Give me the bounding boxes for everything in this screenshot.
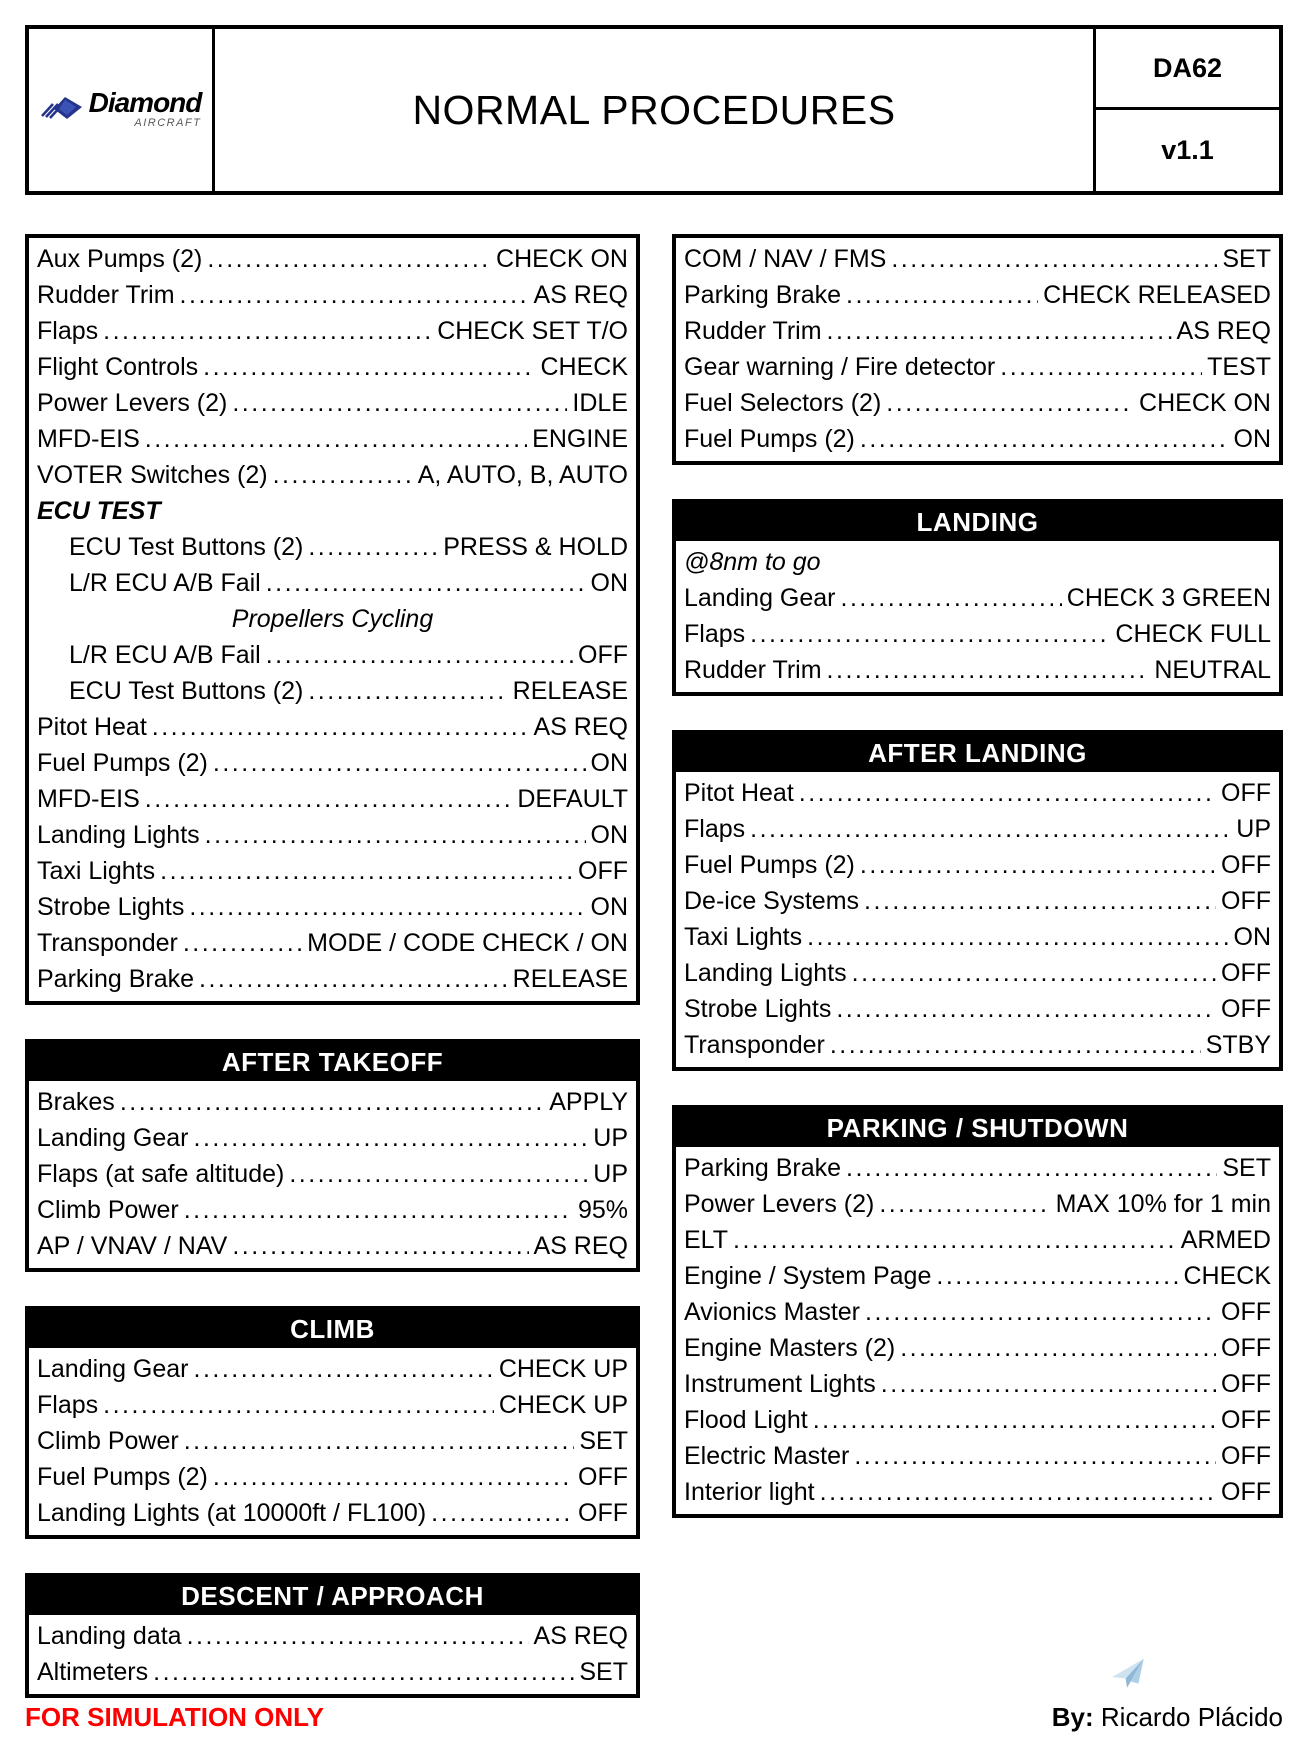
item-label: Aux Pumps (2) (37, 245, 203, 273)
dot-leader (841, 580, 1062, 616)
dot-leader (820, 1474, 1216, 1510)
item-value: AS REQ (533, 1232, 628, 1260)
section-body (29, 238, 636, 1001)
item-value: IDLE (572, 389, 628, 417)
item-value: 95% (577, 1196, 628, 1224)
dot-leader (232, 385, 567, 421)
item-value: MAX 10% for 1 min (1055, 1190, 1271, 1218)
item-label: Power Levers (2) (684, 1190, 875, 1218)
checklist-item (684, 580, 1271, 616)
checklist-item (37, 529, 628, 565)
checklist-item (37, 1120, 628, 1156)
checklist-item (37, 853, 628, 889)
dot-leader (891, 241, 1217, 277)
checklist-item (37, 673, 628, 709)
dot-leader (854, 1438, 1216, 1474)
item-label: ECU Test Buttons (2) (69, 533, 304, 561)
dot-leader (187, 1618, 529, 1654)
item-label: Parking Brake (37, 965, 195, 993)
item-value: MODE / CODE CHECK / ON (307, 929, 628, 957)
checklist-item (684, 1294, 1271, 1330)
author-name: Ricardo Plácido (1100, 1702, 1283, 1732)
model-version-cell (1093, 29, 1279, 191)
dot-leader (266, 565, 586, 601)
item-label: De-ice Systems (684, 887, 860, 915)
checklist-item (684, 775, 1271, 811)
section-body (676, 1147, 1279, 1514)
item-label: L/R ECU A/B Fail (69, 641, 261, 669)
item-value: OFF (1221, 959, 1271, 987)
author-credit (1052, 1702, 1283, 1733)
item-value: SET (1222, 245, 1271, 273)
dot-leader (189, 889, 585, 925)
item-label: Pitot Heat (684, 779, 794, 807)
item-value: CHECK SET T/O (437, 317, 628, 345)
item-value: UP (593, 1160, 628, 1188)
checklist-item (37, 1654, 628, 1690)
item-value: OFF (1221, 995, 1271, 1023)
dot-leader (184, 1192, 573, 1228)
checklist-item (684, 1330, 1271, 1366)
item-value: A, AUTO, B, AUTO (417, 461, 628, 489)
item-value: ON (1233, 425, 1271, 453)
checklist-item (684, 277, 1271, 313)
dot-leader (860, 847, 1216, 883)
dot-leader (860, 421, 1229, 457)
item-label: ECU Test Buttons (2) (69, 677, 304, 705)
item-label: Fuel Pumps (2) (37, 1463, 208, 1491)
item-value: AS REQ (1176, 317, 1271, 345)
center-note: Propellers Cycling (231, 605, 434, 633)
section-parking-shutdown (672, 1105, 1283, 1518)
checklist-item (684, 1222, 1271, 1258)
item-value: ON (1233, 923, 1271, 951)
by-label: By: (1051, 1702, 1094, 1732)
dot-leader (900, 1330, 1216, 1366)
dot-leader (308, 529, 438, 565)
checklist-item (684, 1474, 1271, 1510)
item-value: SET (579, 1658, 628, 1686)
checklist-item (684, 1438, 1271, 1474)
section-landing (672, 499, 1283, 696)
checklist-item (684, 991, 1271, 1027)
logo-brand: Diamond (88, 87, 202, 119)
item-value: OFF (1221, 851, 1271, 879)
checklist-item (684, 313, 1271, 349)
checklist-item (684, 1150, 1271, 1186)
section-after-landing (672, 730, 1283, 1071)
item-value: AS REQ (533, 281, 628, 309)
checklist-item (37, 745, 628, 781)
checklist-item (37, 1351, 628, 1387)
item-value: OFF (1221, 887, 1271, 915)
logo-cell (29, 29, 215, 191)
page-title: NORMAL PROCEDURES (412, 86, 896, 133)
checklist-item (37, 817, 628, 853)
checklist-item (37, 781, 628, 817)
dot-leader (273, 457, 413, 493)
dot-leader (936, 1258, 1178, 1294)
item-value: ENGINE (532, 425, 628, 453)
checklist-item (684, 1258, 1271, 1294)
checklist-item (37, 565, 628, 601)
item-label: Flaps (at safe altitude) (37, 1160, 285, 1188)
dot-leader (266, 637, 573, 673)
checklist-item (37, 313, 628, 349)
item-value: OFF (578, 857, 628, 885)
dot-leader (145, 421, 527, 457)
checklist-item (37, 349, 628, 385)
section-descent-approach (25, 1573, 640, 1698)
section-climb (25, 1306, 640, 1539)
checklist-item (37, 1459, 628, 1495)
item-label: Strobe Lights (684, 995, 832, 1023)
item-label: AP / VNAV / NAV (37, 1232, 228, 1260)
item-label: Engine Masters (2) (684, 1334, 896, 1362)
item-label: L/R ECU A/B Fail (69, 569, 261, 597)
note: @8nm to go (684, 548, 821, 576)
item-label: Parking Brake (684, 281, 842, 309)
checklist-item (37, 421, 628, 457)
section-body (29, 1081, 636, 1268)
checklist-item (684, 616, 1271, 652)
checklist-item (684, 1402, 1271, 1438)
dot-leader (864, 883, 1216, 919)
item-value: OFF (1221, 779, 1271, 807)
checklist-item (37, 1228, 628, 1264)
section-header: PARKING / SHUTDOWN (676, 1109, 1279, 1147)
item-label: Landing Gear (37, 1124, 189, 1152)
section-after-takeoff (25, 1039, 640, 1272)
checklist-item (37, 277, 628, 313)
item-label: Brakes (37, 1088, 115, 1116)
checklist-item (37, 1618, 628, 1654)
checklist-item (37, 1156, 628, 1192)
item-label: Climb Power (37, 1427, 179, 1455)
item-label: Fuel Pumps (2) (684, 851, 855, 879)
checklist-item (684, 421, 1271, 457)
item-label: MFD-EIS (37, 425, 140, 453)
item-value: ON (590, 893, 628, 921)
section-untitled (672, 234, 1283, 465)
checklist-item (37, 1192, 628, 1228)
item-value: CHECK 3 GREEN (1066, 584, 1271, 612)
item-value: ON (590, 749, 628, 777)
item-value: CHECK UP (498, 1355, 628, 1383)
dot-leader (846, 1150, 1217, 1186)
item-label: Landing data (37, 1622, 182, 1650)
item-label: Transponder (684, 1031, 825, 1059)
item-label: Fuel Pumps (2) (37, 749, 208, 777)
item-label: MFD-EIS (37, 785, 140, 813)
checklist-item (684, 1186, 1271, 1222)
item-value: PRESS & HOLD (443, 533, 628, 561)
item-value: AS REQ (533, 713, 628, 741)
item-label: Landing Lights (37, 821, 200, 849)
item-label: Avionics Master (684, 1298, 860, 1326)
item-value: CHECK (1183, 1262, 1271, 1290)
aircraft-model: DA62 (1096, 29, 1279, 110)
dot-leader (183, 925, 302, 961)
dot-leader (830, 1027, 1201, 1063)
title-cell (215, 29, 1093, 191)
item-value: STBY (1205, 1031, 1271, 1059)
item-label: Taxi Lights (684, 923, 803, 951)
item-label: Flaps (684, 620, 746, 648)
item-value: UP (593, 1124, 628, 1152)
item-value: CHECK (540, 353, 628, 381)
item-label: Rudder Trim (684, 317, 822, 345)
right-column (672, 234, 1283, 1552)
item-label: COM / NAV / FMS (684, 245, 887, 273)
item-label: Flaps (684, 815, 746, 843)
checklist-item (37, 457, 628, 493)
item-value: ON (590, 821, 628, 849)
dot-leader (807, 919, 1228, 955)
item-label: Fuel Selectors (2) (684, 389, 882, 417)
item-value: OFF (1221, 1334, 1271, 1362)
item-value: RELEASE (512, 677, 628, 705)
left-column (25, 234, 640, 1732)
section-body (676, 541, 1279, 692)
item-label: Rudder Trim (37, 281, 175, 309)
document-version: v1.1 (1161, 135, 1214, 165)
dot-leader (799, 775, 1216, 811)
section-header: DESCENT / APPROACH (29, 1577, 636, 1615)
dot-leader (184, 1423, 575, 1459)
checklist-item (37, 889, 628, 925)
checklist-item (37, 241, 628, 277)
item-label: Fuel Pumps (2) (684, 425, 855, 453)
item-value: SET (579, 1427, 628, 1455)
dot-leader (205, 817, 586, 853)
checklist-item (684, 955, 1271, 991)
checklist-item (684, 385, 1271, 421)
section-header: CLIMB (29, 1310, 636, 1348)
checklist-item (37, 961, 628, 997)
dot-leader (827, 652, 1150, 688)
item-label: Flaps (37, 1391, 99, 1419)
simulation-only-note: FOR SIMULATION ONLY (25, 1702, 324, 1732)
item-value: OFF (1221, 1478, 1271, 1506)
dot-leader (120, 1084, 544, 1120)
item-label: ELT (684, 1226, 728, 1254)
checklist-item (684, 919, 1271, 955)
checklist-item (684, 349, 1271, 385)
dot-leader (180, 277, 529, 313)
item-value: OFF (1221, 1442, 1271, 1470)
dot-leader (232, 1228, 528, 1264)
checklist-item (684, 652, 1271, 688)
item-label: Interior light (684, 1478, 815, 1506)
dot-leader (431, 1495, 573, 1531)
dot-leader (879, 1186, 1050, 1222)
item-label: Landing Lights (684, 959, 847, 987)
item-value: NEUTRAL (1154, 656, 1271, 684)
dot-leader (886, 385, 1134, 421)
dot-leader (213, 1459, 573, 1495)
item-value: CHECK RELEASED (1043, 281, 1271, 309)
section-header: AFTER TAKEOFF (29, 1043, 636, 1081)
item-value: CHECK ON (1139, 389, 1271, 417)
item-value: ARMED (1180, 1226, 1271, 1254)
item-label: Parking Brake (684, 1154, 842, 1182)
item-value: CHECK FULL (1115, 620, 1271, 648)
checklist-item (37, 1495, 628, 1531)
item-label: VOTER Switches (2) (37, 461, 268, 489)
item-label: Pitot Heat (37, 713, 147, 741)
checklist-item (684, 1027, 1271, 1063)
dot-leader (750, 811, 1231, 847)
dot-leader (103, 313, 432, 349)
dot-leader (160, 853, 573, 889)
checklist-item (37, 1423, 628, 1459)
item-value: OFF (1221, 1298, 1271, 1326)
dot-leader (852, 955, 1216, 991)
paper-plane-icon (1103, 1653, 1158, 1705)
item-label: Climb Power (37, 1196, 179, 1224)
item-label: Flood Light (684, 1406, 808, 1434)
dot-leader (103, 1387, 494, 1423)
checklist-item (37, 709, 628, 745)
item-value: ON (590, 569, 628, 597)
checklist-item (684, 1366, 1271, 1402)
checklist-item (37, 637, 628, 673)
item-value: CHECK ON (496, 245, 628, 273)
item-label: Flaps (37, 317, 99, 345)
item-label: Altimeters (37, 1658, 149, 1686)
dot-leader (733, 1222, 1176, 1258)
section-header: AFTER LANDING (676, 734, 1279, 772)
subsection-heading: ECU TEST (37, 497, 161, 525)
checklist-item (684, 847, 1271, 883)
item-label: Landing Gear (684, 584, 836, 612)
item-value: OFF (1221, 1406, 1271, 1434)
logo-subtitle: AIRCRAFT (134, 117, 202, 130)
item-label: Landing Gear (37, 1355, 189, 1383)
dot-leader (813, 1402, 1216, 1438)
section-body (676, 238, 1279, 461)
item-value: DEFAULT (517, 785, 628, 813)
checklist-item (37, 1387, 628, 1423)
checklist-item (684, 883, 1271, 919)
item-label: Power Levers (2) (37, 389, 228, 417)
item-value: OFF (1221, 1370, 1271, 1398)
section-untitled (25, 234, 640, 1005)
dot-leader (865, 1294, 1216, 1330)
checklist-item (37, 925, 628, 961)
section-body (29, 1348, 636, 1535)
diamond-logo-icon (40, 93, 86, 128)
section-header: LANDING (676, 503, 1279, 541)
checklist-item (684, 241, 1271, 277)
dot-leader (750, 616, 1110, 652)
dot-leader (153, 1654, 574, 1690)
dot-leader (194, 1351, 494, 1387)
dot-leader (289, 1156, 588, 1192)
item-label: Rudder Trim (684, 656, 822, 684)
item-label: Strobe Lights (37, 893, 185, 921)
item-value: SET (1222, 1154, 1271, 1182)
dot-leader (881, 1366, 1216, 1402)
item-value: OFF (578, 1499, 628, 1527)
item-value: TEST (1207, 353, 1271, 381)
dot-leader (846, 277, 1038, 313)
dot-leader (207, 241, 491, 277)
item-label: Electric Master (684, 1442, 850, 1470)
dot-leader (199, 961, 508, 997)
dot-leader (1000, 349, 1202, 385)
item-label: Transponder (37, 929, 178, 957)
item-value: APPLY (549, 1088, 628, 1116)
item-label: Landing Lights (at 10000ft / FL100) (37, 1499, 427, 1527)
item-value: OFF (578, 641, 628, 669)
dot-leader (836, 991, 1216, 1027)
document-header (25, 25, 1283, 195)
section-body (676, 772, 1279, 1067)
section-body (29, 1615, 636, 1694)
item-value: RELEASE (512, 965, 628, 993)
checklist-item (37, 385, 628, 421)
dot-leader (213, 745, 586, 781)
dot-leader (203, 349, 535, 385)
item-value: AS REQ (533, 1622, 628, 1650)
item-value: OFF (578, 1463, 628, 1491)
dot-leader (145, 781, 513, 817)
item-label: Engine / System Page (684, 1262, 932, 1290)
item-value: CHECK UP (498, 1391, 628, 1419)
dot-leader (308, 673, 507, 709)
checklist-item (684, 811, 1271, 847)
item-label: Gear warning / Fire detector (684, 353, 996, 381)
diamond-aircraft-logo (40, 89, 202, 130)
item-label: Flight Controls (37, 353, 199, 381)
item-label: Taxi Lights (37, 857, 156, 885)
checklist-item (37, 1084, 628, 1120)
dot-leader (194, 1120, 589, 1156)
logo-text (89, 89, 202, 130)
item-value: UP (1236, 815, 1271, 843)
item-label: Instrument Lights (684, 1370, 876, 1398)
dot-leader (152, 709, 529, 745)
dot-leader (827, 313, 1172, 349)
